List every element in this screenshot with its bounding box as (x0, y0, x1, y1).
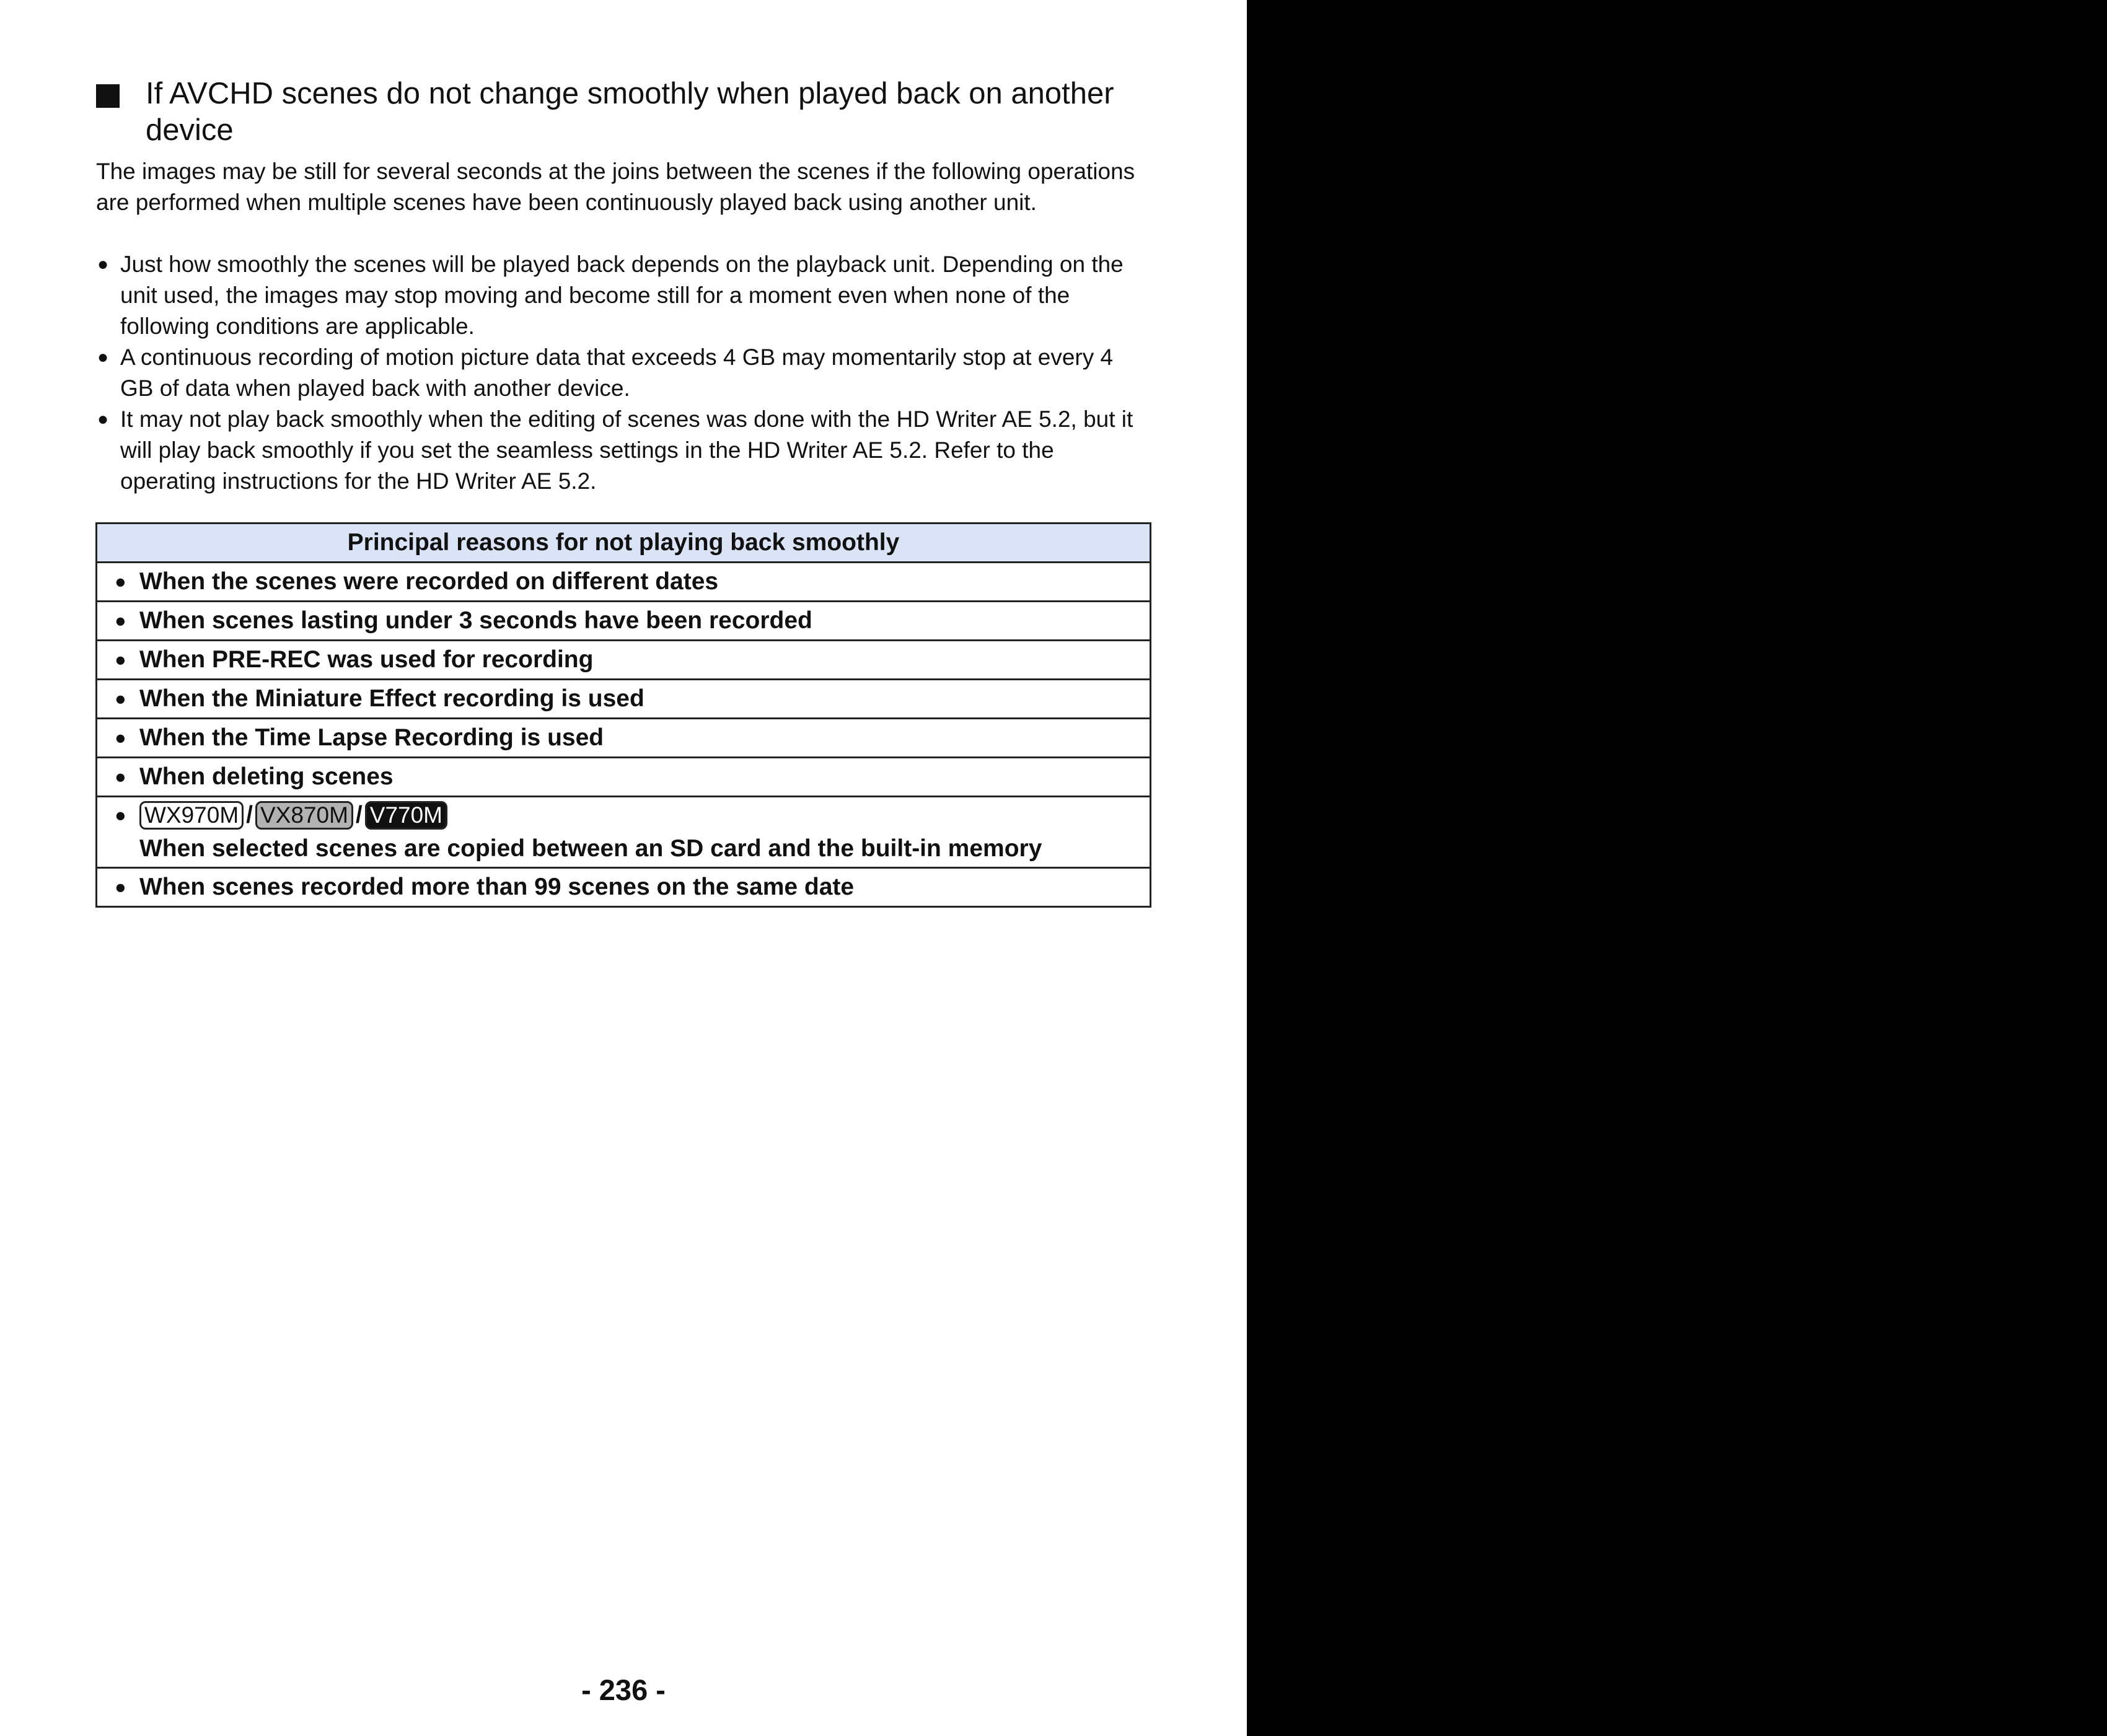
bullet-dot-icon: ● (115, 766, 126, 787)
reason-text: When deleting scenes (139, 763, 394, 790)
bullet-dot-icon: ● (97, 254, 109, 274)
reason-text: When the scenes were recorded on different dates (139, 568, 719, 595)
reasons-table (95, 522, 1151, 908)
reason-text: When scenes recorded more than 99 scenes on the same date (139, 874, 855, 900)
reason-text: When scenes lasting under 3 seconds have been recorded (139, 607, 812, 634)
bullet-dot-icon: ● (97, 347, 109, 367)
table-row (97, 797, 1151, 868)
list-item (96, 404, 1150, 497)
table-row (97, 680, 1151, 719)
note-list (96, 249, 1150, 497)
bullet-dot-icon: ● (115, 688, 126, 709)
reason-text: When selected scenes are copied between an SD card and the built-in memory (139, 835, 1042, 862)
table-row (97, 719, 1151, 758)
intro-paragraph: The images may be still for several seconds at the joins between the scenes if the following operations are performed when multiple scenes have been continuously played back using another unit. (96, 159, 1135, 215)
section-heading (96, 76, 1162, 149)
model-badge-vx870m: VX870M (255, 801, 353, 830)
square-bullet-icon (96, 84, 120, 108)
list-item (96, 342, 1150, 404)
section-title: If AVCHD scenes do not change smoothly when played back on another device (146, 77, 1114, 147)
model-separator: / (355, 802, 363, 828)
model-badge-v770m: V770M (365, 801, 447, 830)
table-header: Principal reasons for not playing back smoothly (97, 524, 1151, 563)
table-row (97, 563, 1151, 602)
bullet-dot-icon: ● (115, 571, 126, 592)
model-badge-wx970m: WX970M (139, 801, 244, 830)
bullet-dot-icon: ● (115, 727, 126, 748)
table-row (97, 641, 1151, 680)
page-number: - 236 - (581, 1673, 666, 1706)
table-row (97, 758, 1151, 797)
table-row (97, 868, 1151, 907)
bullet-dot-icon: ● (115, 649, 126, 670)
model-separator: / (246, 802, 253, 828)
table-row (97, 602, 1151, 641)
bullet-dot-icon: ● (115, 804, 126, 826)
note-text: A continuous recording of motion picture data that exceeds 4 GB may momentarily stop at every 4 GB of data when played back with another device. (120, 344, 1114, 401)
reason-text: When the Time Lapse Recording is used (139, 724, 604, 751)
bullet-dot-icon: ● (115, 610, 126, 631)
bullet-dot-icon: ● (97, 409, 109, 429)
note-text: Just how smoothly the scenes will be played back depends on the playback unit. Depending on the unit used, the images may stop moving and become still for a moment even when none of the following conditions are applicable. (120, 252, 1124, 339)
reason-text: When PRE-REC was used for recording (139, 646, 594, 673)
bullet-dot-icon: ● (115, 876, 126, 898)
model-badges (139, 799, 1042, 832)
reason-text: When the Miniature Effect recording is used (139, 685, 644, 712)
list-item (96, 249, 1150, 342)
note-text: It may not play back smoothly when the editing of scenes was done with the HD Writer AE 5.2, but it will play back smoothly if you set the seamless settings in the HD Writer AE 5.2. Refer to the operating instructions for the HD Writer AE 5.2. (120, 406, 1133, 494)
table-header-row (97, 524, 1151, 563)
